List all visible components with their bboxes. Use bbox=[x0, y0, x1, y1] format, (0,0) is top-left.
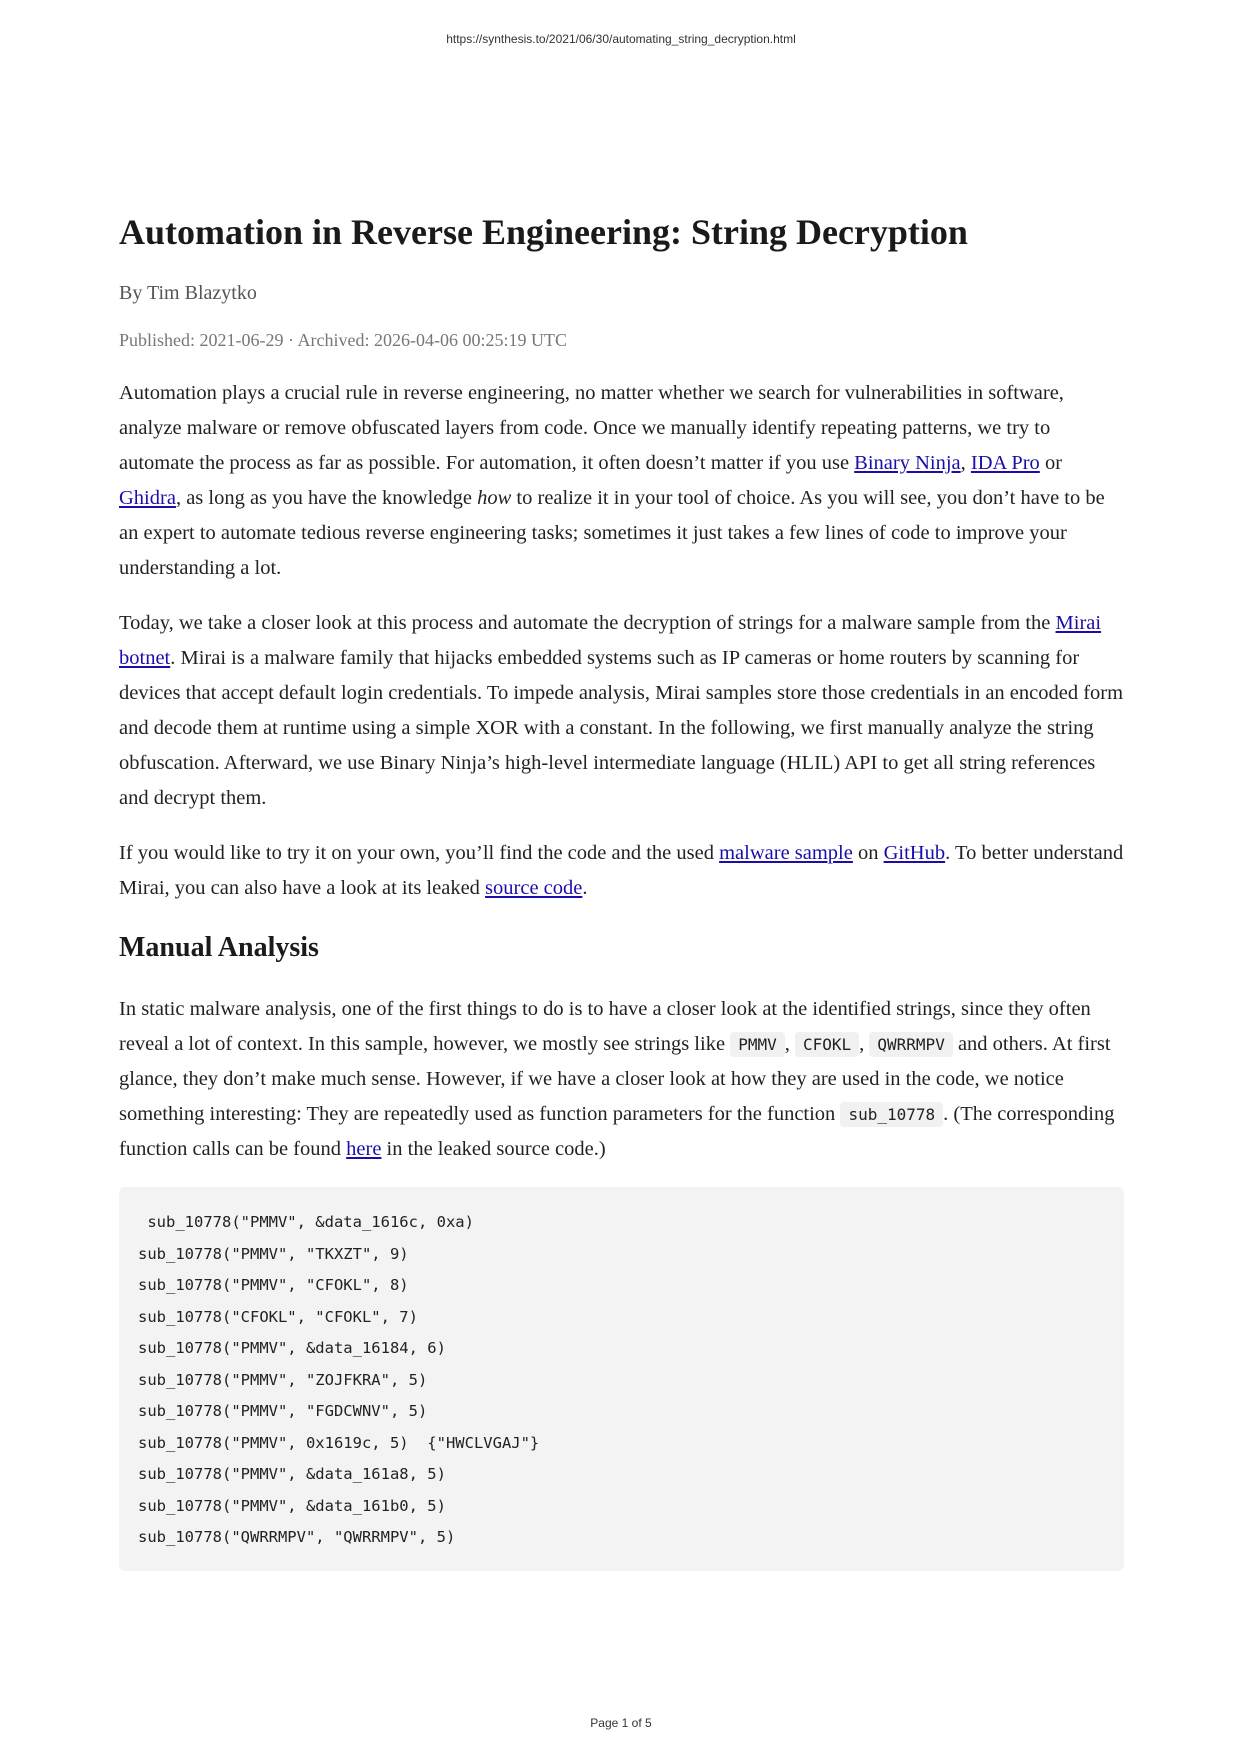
paragraph-try-it bbox=[119, 836, 1124, 906]
text: If you would like to try it on your own, you’ll find the code and the used bbox=[119, 842, 720, 864]
inline-code-pmmv: PMMV bbox=[730, 1032, 785, 1057]
inline-code-qwrrmpv: QWRRMPV bbox=[869, 1032, 952, 1057]
paragraph-mirai bbox=[119, 606, 1124, 816]
article-title: Automation in Reverse Engineering: String Decryption bbox=[119, 212, 968, 252]
text: , bbox=[784, 1033, 795, 1055]
link-binary-ninja[interactable]: Binary Ninja bbox=[854, 452, 961, 474]
link-ghidra[interactable]: Ghidra bbox=[119, 487, 176, 509]
code-line: sub_10778("PMMV", "ZOJFKRA", 5) bbox=[138, 1370, 428, 1389]
text: on bbox=[852, 842, 884, 864]
page-footer: Page 1 of 5 bbox=[590, 1716, 652, 1730]
article-byline: By Tim Blazytko bbox=[119, 282, 257, 304]
link-mirai-botnet[interactable]: Mirai botnet bbox=[119, 612, 1102, 669]
code-line: sub_10778("PMMV", "CFOKL", 8) bbox=[138, 1276, 409, 1294]
code-line: sub_10778("PMMV", 0x1619c, 5) {"HWCLVGAJ"} bbox=[138, 1433, 540, 1452]
text: and others. At first glance, they don’t make much sense. However, if we have a closer look at how they are used in the code, we notice something interesting: They are repeatedly used as function parameters for the function bbox=[119, 1033, 1111, 1125]
article-meta: Published: 2021-06-29 · Archived: 2026-04-06 00:25:19 UTC bbox=[119, 330, 567, 350]
emphasis-how: how bbox=[477, 487, 512, 509]
paragraph-intro bbox=[119, 376, 1124, 586]
code-line: sub_10778("PMMV", "TKXZT", 9) bbox=[138, 1244, 409, 1263]
code-block bbox=[119, 1187, 1124, 1571]
code-line: sub_10778("CFOKL", "CFOKL", 7) bbox=[138, 1307, 418, 1326]
link-ida-pro[interactable]: IDA Pro bbox=[970, 452, 1040, 474]
text: Automation plays a crucial rule in reverse engineering, no matter whether we search for vulnerabilities in software, analyze malware or remove obfuscated layers from code. Once we manually identify repeating patterns, we try to automate the process as far as possible. For automation, it often doesn’t matter if you use bbox=[119, 382, 1064, 474]
text: . (The corresponding function calls can be found bbox=[119, 1103, 1115, 1160]
inline-code-sub-10778: sub_10778 bbox=[840, 1102, 943, 1127]
page-url: https://synthesis.to/2021/06/30/automating_string_decryption.html bbox=[446, 32, 796, 46]
text: in the leaked source code.) bbox=[381, 1138, 606, 1160]
code-line: sub_10778("PMMV", &data_161b0, 5) bbox=[138, 1496, 446, 1515]
text: or bbox=[1039, 452, 1063, 474]
link-source-code[interactable]: source code bbox=[485, 877, 583, 899]
inline-code-cfokl: CFOKL bbox=[795, 1032, 859, 1057]
text: to realize it in your tool of choice. As you will see, you don’t have to be an expert to automate tedious reverse engineering tasks; sometimes it just takes a few lines of code to improve your understanding a lot. bbox=[119, 487, 1105, 579]
code-line: sub_10778("PMMV", &data_16184, 6) bbox=[138, 1339, 446, 1357]
text: Today, we take a closer look at this process and automate the decryption of strings for a malware sample from the bbox=[119, 612, 1056, 634]
text: In static malware analysis, one of the first things to do is to have a closer look at the identified strings, since they often reveal a lot of context. In this sample, however, we mostly see strings like bbox=[119, 998, 1091, 1055]
code-line: sub_10778("PMMV", &data_161a8, 5) bbox=[138, 1465, 446, 1483]
code-line: sub_10778("QWRRMPV", "QWRRMPV", 5) bbox=[138, 1528, 456, 1546]
code-line: sub_10778("PMMV", &data_1616c, 0xa) bbox=[138, 1213, 474, 1231]
link-here[interactable]: here bbox=[346, 1138, 382, 1160]
link-malware-sample[interactable]: malware sample bbox=[719, 842, 853, 864]
article bbox=[119, 210, 1124, 1571]
paragraph-manual-analysis bbox=[119, 992, 1124, 1167]
code-line: sub_10778("PMMV", "FGDCWNV", 5) bbox=[138, 1402, 428, 1420]
link-github[interactable]: GitHub bbox=[883, 842, 946, 864]
text: . Mirai is a malware family that hijacks embedded systems such as IP cameras or home routers by scanning for devices that accept default login credentials. To impede analysis, Mirai samples store those credentials in an encoded form and decode them at runtime using a simple XOR with a constant. In the following, we first manually analyze the string obfuscation. Afterward, we use Binary Ninja’s high-level intermediate language (HLIL) API to get all string references and decrypt them. bbox=[119, 647, 1124, 809]
text: , bbox=[859, 1033, 870, 1055]
text: , bbox=[960, 452, 971, 474]
text: . To better understand Mirai, you can also have a look at its leaked bbox=[119, 842, 1124, 899]
section-heading-manual-analysis: Manual Analysis bbox=[119, 932, 319, 963]
text: . bbox=[582, 877, 588, 899]
text: , as long as you have the knowledge bbox=[175, 487, 478, 509]
